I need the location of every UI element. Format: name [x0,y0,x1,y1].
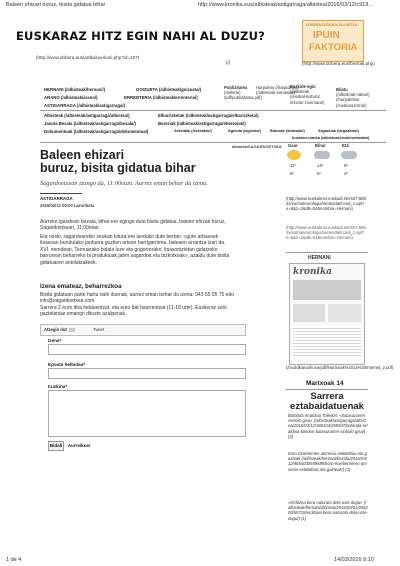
article-section-heading: Izena emateaz, beharrezkoa [40,283,122,290]
section-tag[interactable]: albistea/SAGARDOETXEA [232,144,282,149]
home-link[interactable]: (/) [226,60,231,65]
article-para-1: Aurreko igandean bezala, bihar ere egingo dute bisita gidatua, baleen ehizari buruz, Sagardoetxean, 11:00etan. [40,219,226,232]
nav-albisteak[interactable]: Albisteak (/albisteak/astigarraga/albistea/) [44,113,130,118]
popup-2-line: Harpidetu (/harpidetza) [256,85,299,90]
most-discussed-title [286,392,368,412]
sidebar-rule [286,252,368,253]
most-discussed-item[interactable]: Bufanda erraldoia Toledon, «batasunaren sinbolo gisa» (/albisteak/astigarraga/albistea/2016/03/12/380104/255947/bufanda-erraldoia-toledon-batasunaren-sinbolo-gisa/) (2) [288,413,368,439]
popup-1-line: (/ariketa) [224,90,241,96]
hernani-label: HERNANI [308,255,331,261]
popup-1-line: /pdf/publizitatea.pdf) [224,95,262,101]
email-input[interactable] [48,368,246,379]
popup-3-line: /iritzian-zinemara/) [290,99,325,105]
most-discussed-title-line2: eztabaidatuenak [290,401,364,412]
max-temp: 14º [317,163,324,168]
cover-photo [293,280,361,300]
comment-label: Iruzkina* [48,384,68,389]
article-title-line2: buruz, bisita gidatua bihar [40,161,196,175]
ad-link-left[interactable]: (http://www.dobera.eus/artikulua-ikusi.php?id=107) [36,55,140,60]
nav-astigarraga[interactable]: ASTIGARRAGA (/albisteak/astigarraga/) [44,103,126,108]
nav-jasota-bezala[interactable]: Jasota Bezala (/albisteak/astigarraga/bezala/) [44,121,136,126]
weather-day: Gaur [288,143,298,148]
right-ad-line3: FAKTORIA [309,42,358,53]
submit-button[interactable]: Bidali [48,441,64,451]
cover-text-block [293,326,361,358]
popup-4-line: (/euskarazorria/) [336,102,367,108]
popup-4-line: (/albisteak-nabari) [336,92,370,98]
name-label: Izena* [48,338,62,343]
weather-widget[interactable] [286,143,364,195]
issue-date: Martxoak 14 [306,380,344,387]
top-banner-ad[interactable] [8,20,300,46]
paper-pdf-link[interactable]: (/irudidkiana/hona/pdf/Martxoak%2014%20Internet_2.pdf) [286,365,394,370]
popup-1-line: Publizitatea [224,85,248,90]
sun-cloud-icon [287,150,301,160]
print-timestamp: 14/03/2016 9:10 [334,557,374,563]
paper-name: kronika [293,267,333,277]
article-location: ASTIGARRAGA [40,196,73,201]
popup-4-line: Bilatu [336,87,348,92]
nav-popup-4[interactable] [336,87,384,108]
ads-link[interactable]: (http://www.euskalmet.euskadi.net/s07-5853x/eu/meteorologia/meteodat/coral_1.apl?e=8&z=2&d8=04&nombre=Hernani) [286,225,366,241]
nav-divider [40,110,386,111]
comment-textarea[interactable] [48,390,246,437]
nav-dokumentuak[interactable]: Dokumentuak (/albisteak/astigarraga/dokumentua/) [44,129,149,134]
newspaper-cover[interactable] [289,263,365,365]
most-discussed-title-line1: Sarrera [310,391,344,402]
article-date: 2016/03/12 00:00 Larunbata [40,203,95,208]
popup-4-line: (/harpidetza/ [336,97,360,103]
nav-hernani[interactable]: HERNANI (/albisteak/hernani/) [44,87,106,92]
weather-day: Bihar [315,143,326,148]
min-temp: 6º [290,171,294,176]
right-ad-line2: IPUIN [313,30,340,41]
popup-3-line: Bazkide egin [290,84,316,89]
social-bar [40,324,246,336]
article-para-3: Bisita gidatuan parte hartu nahi duenak, aurrez eman behar du izena: 943 55 05 75 edo info@sagardoetxea.com. [40,292,235,305]
weather-link[interactable]: (http://www.euskalmet.euskadi.net/s07-5853x/eu/meteorologia/meteodat/coral_1.apl?e=8&z=2&d8=04&nombre=Hernani) [286,196,366,212]
right-ad[interactable] [302,20,364,62]
cover-photo [328,304,361,322]
nav-popup-3[interactable] [290,84,334,105]
email-label: Eposta helbidea* [48,362,86,367]
print-page-count: 1 de 4 [6,557,22,563]
cloud-rain-icon [341,151,357,159]
banner-text: EUSKARAZ HITZ EGIN NAHI AL DUZU? [16,29,265,43]
nav-errenteria[interactable]: ERRENTERIA (/albisteak/errenteria/) [124,95,198,100]
nav-iruzkinen-tanka[interactable]: Iruzkinen-tanka (/albisteak/iruzkinentanka/) [292,136,370,140]
print-page-title: Baleen ehizari buruz, bisita gidatua bihar [6,2,106,8]
nav-argazkiak[interactable]: Argazkiak (/argazkiak/) [318,129,359,133]
popup-3-line: (/albisteak [290,89,310,95]
weather-day: Etzi [342,143,350,148]
preview-button[interactable]: Aurreikusi [66,441,92,451]
nav-bideoak[interactable]: Bideoak (/bideoak/) [270,129,305,133]
nav-elkarrizketak[interactable]: Elkarrizketak (/albisteak/astigarraga/elkarrizketa/) [158,113,259,118]
article-title-line1: Baleen ehizari [40,148,125,162]
min-temp: 4º [344,171,348,176]
right-ad-line1: DOBERA EUSKARA ELKARTEA [306,23,358,27]
sidebar-rule [286,389,368,390]
nav-agenda[interactable]: Agenda (/agenda/) [228,129,261,133]
like-counter [69,328,75,332]
article-para-4: Sarrera 2 euro dira helduentzat, eta euro bat haurrentzat (11-18 urte). Euskeraz zein gaztelaniaz emango dituzte azalpenak. [40,305,227,318]
ad-link-right[interactable]: (http://www.dobera.eus/berriak.php) [302,61,375,66]
most-discussed-item[interactable]: Koro Etxeberrien amnesia selektiboa eta gazteak (/albisteak/hernani/bezala/2016/03/12/965a0d0559595/koro-etxeberrieren-amnesia-selektiboa-eta-gazteak/) (2) [288,451,367,472]
article-subtitle: Sagardoetxean izango da, 11:00etan. Aurrez eman behar da izena. [40,180,208,187]
most-discussed-item[interactable]: «Erditzea bera naturala dela uste dugu» (/albisteak/hernani/albistea/2016/03/01/056200/55719/erditzea-bera-naturala-dela-uste-dugu/) (1) [288,500,368,521]
name-input[interactable] [48,344,246,355]
nav-goizueta[interactable]: GOIZUETA (/albisteak/goizueta/) [136,87,202,92]
max-temp: 9º [344,163,348,168]
like-button[interactable]: Atzegin dut [44,327,67,332]
tweet-button[interactable]: Tweet [93,327,105,332]
popup-2-line: (/albisteak-tomatuak) [256,90,296,96]
article-para-2: Eta noski, sagardoarekin zeukan lotura ere landuko dute bertan: «gure arbasoek itsasoan burututako jarduera guztien artean harrigarriena, baleaen arrantza izan da. XVI. mendean, Ternuarako bidaia luze eta gogorrerako, itsasontzietan gidatzeko barrurean beharreko bi produktuak jaten sagardoa eta bizkotxoak», azaldu dute bisita gidatuaren antolatzaileek. [40,234,230,266]
max-temp: 11º [290,163,296,168]
popup-3-line: (/euskal-kultura/ [290,94,320,100]
min-temp: 5º [317,171,321,176]
nav-zekeldak[interactable]: Zekeldak (/zekeldak/) [174,129,212,133]
print-page-url: http://www.kronika.eus/albisteak/astigarraga/albistea/2016/03/12/c918... [198,2,373,8]
nav-arano[interactable]: ARANO (/albisteak/arano/) [44,95,98,100]
cloud-rain-icon [314,151,330,159]
cover-photo [293,304,325,322]
nav-bereziak[interactable]: Bereziak (/albisteak/astigarraga/ebereziak/) [158,121,246,126]
article-title [40,149,240,175]
meta-rule [40,193,82,194]
